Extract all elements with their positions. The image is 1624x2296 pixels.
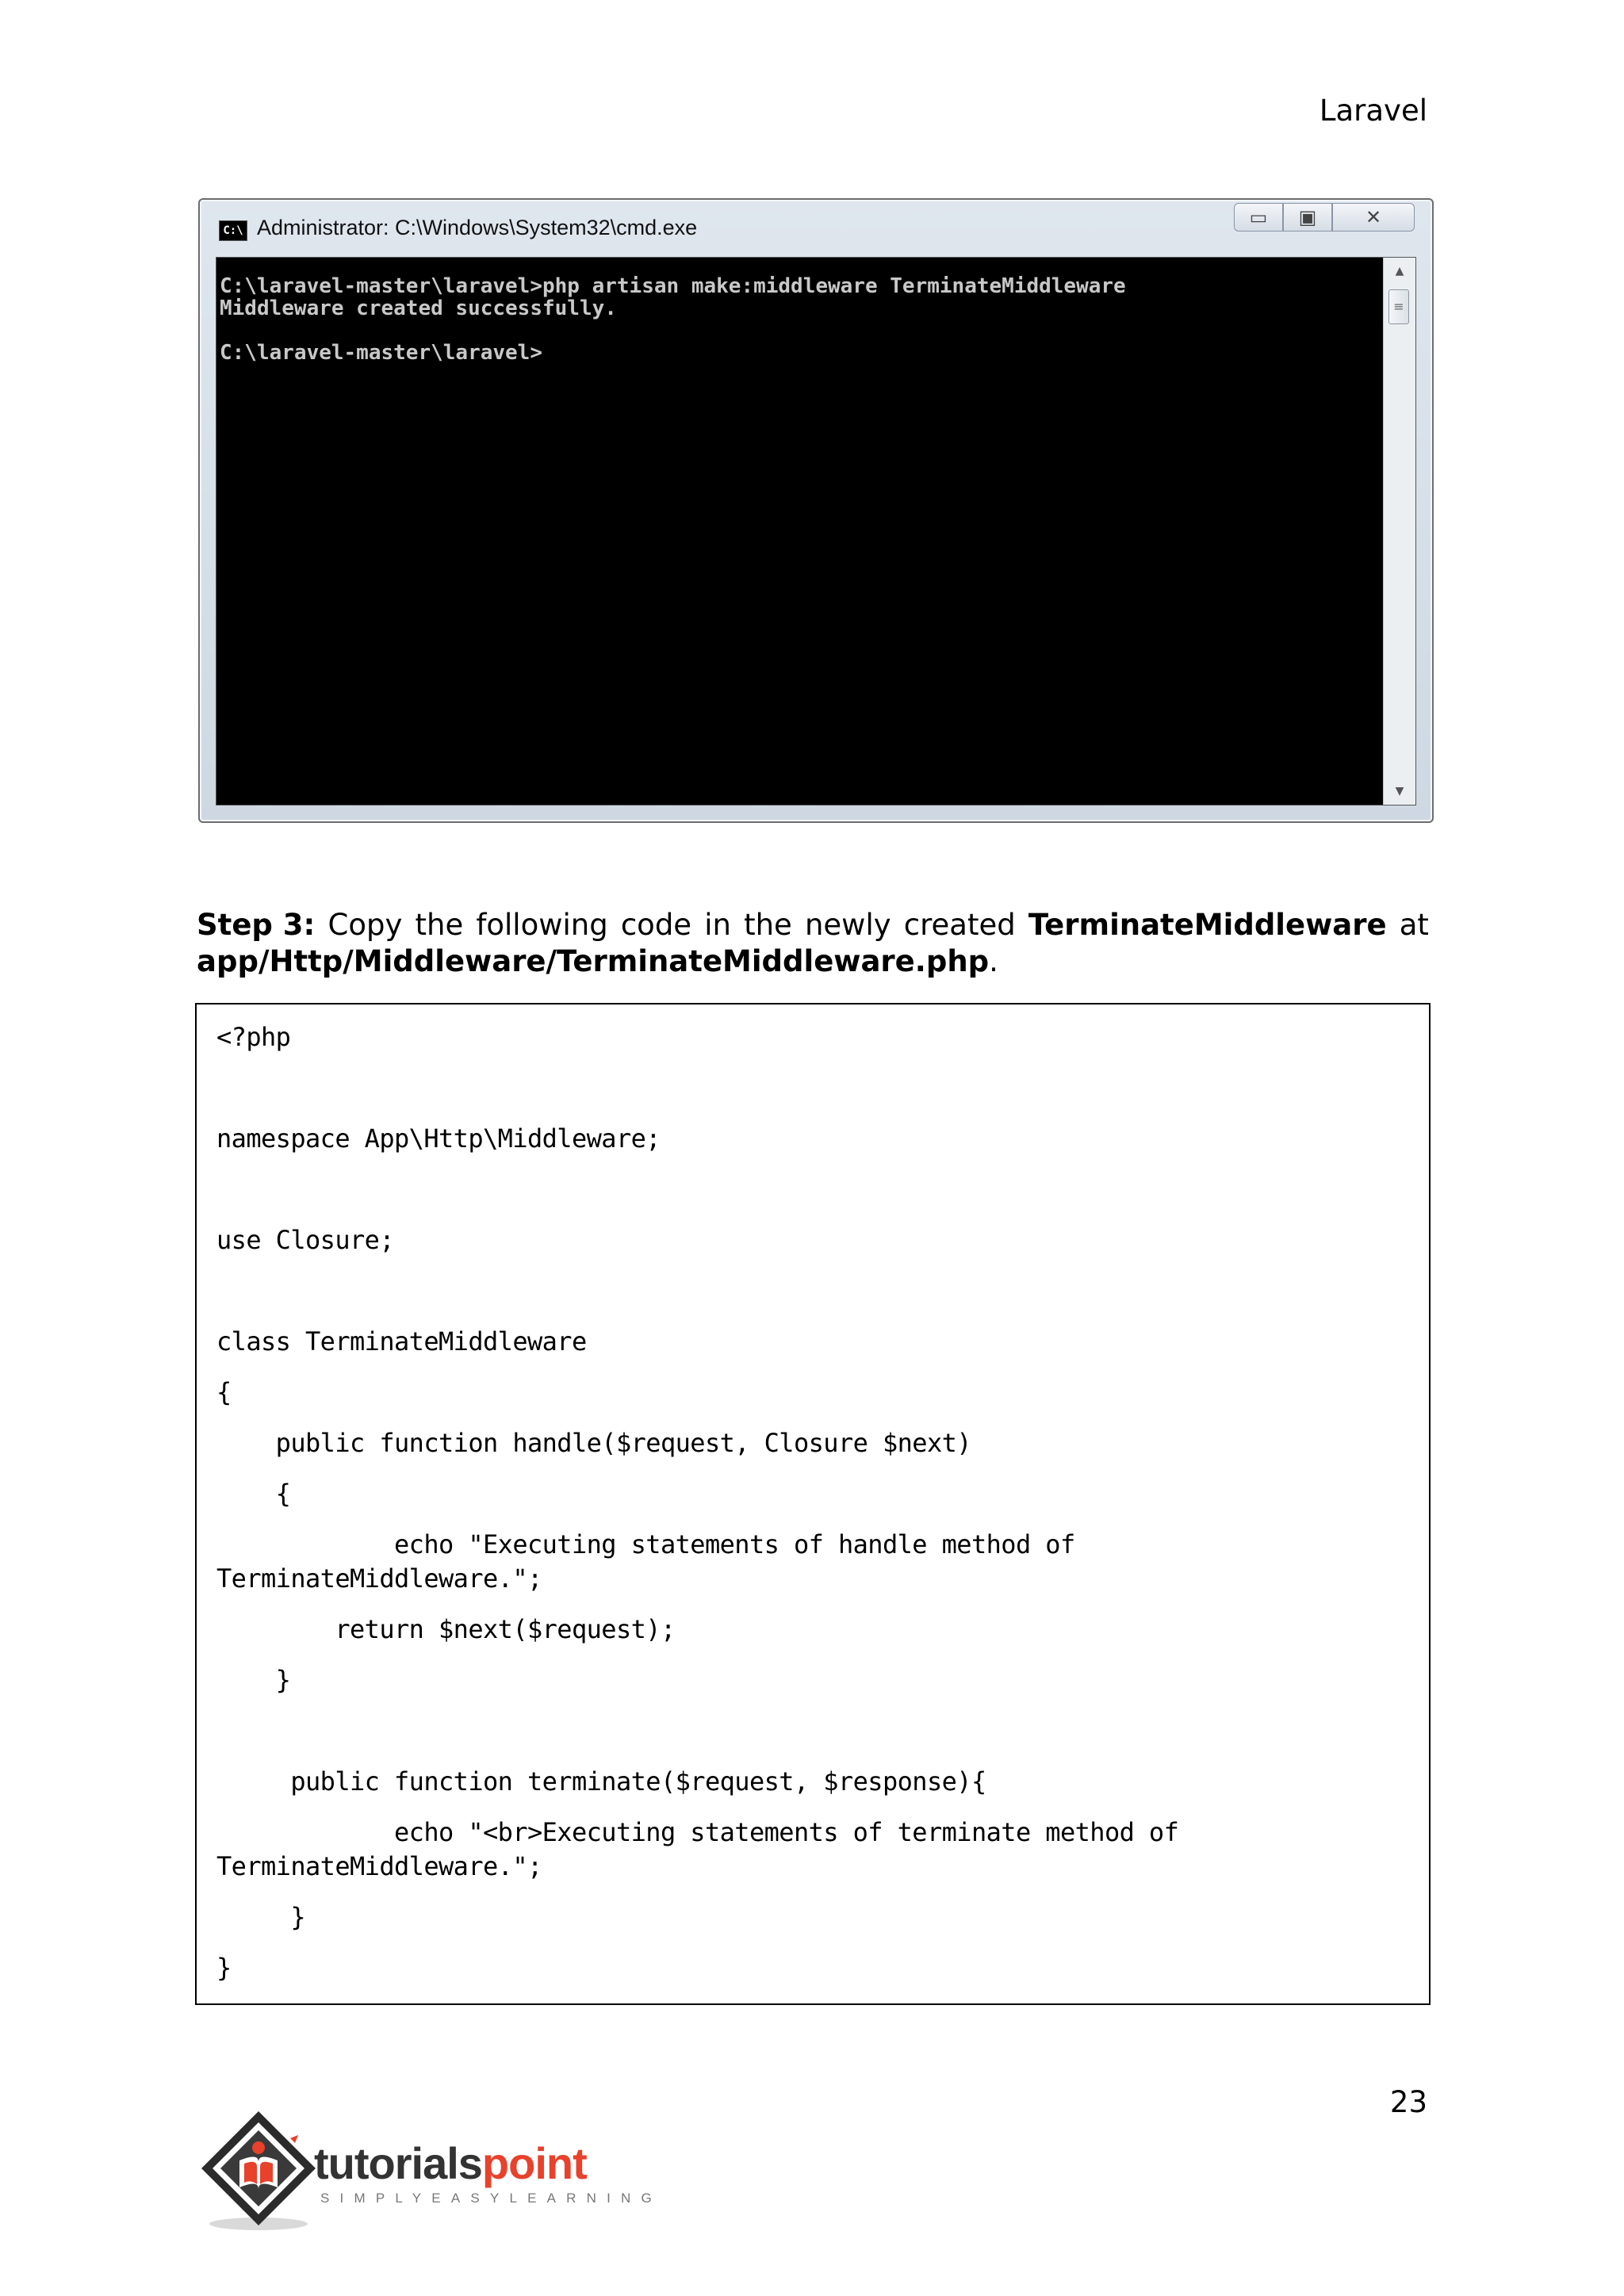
code-line: public function terminate($request, $response){ (216, 1766, 986, 1797)
step-file-path: app/Http/Middleware/TerminateMiddleware.php (197, 944, 990, 978)
logo-diamond-icon (195, 2105, 322, 2232)
scroll-down-arrow-icon[interactable]: ▼ (1395, 785, 1404, 798)
running-header: Laravel (1319, 94, 1427, 128)
code-line: } (216, 1902, 305, 1932)
step-period: . (989, 944, 998, 978)
cmd-line: C:\laravel-master\laravel>php artisan make:middleware TerminateMiddleware (220, 274, 1126, 298)
page-number: 23 (1389, 2085, 1427, 2119)
close-icon[interactable]: ✕ (1332, 203, 1415, 232)
logo-word-point: point (481, 2138, 587, 2188)
code-line: } (216, 1953, 232, 1983)
code-line: TerminateMiddleware."; (216, 1851, 542, 1881)
cmd-window-title: Administrator: C:\Windows\System32\cmd.exe (257, 216, 698, 239)
cmd-app-icon: C:\ (219, 220, 247, 241)
cmd-line: Middleware created successfully. (220, 297, 617, 320)
code-block (195, 1003, 1431, 2005)
step-paragraph (197, 907, 1429, 980)
code-line: class TerminateMiddleware (216, 1326, 587, 1357)
code-line: public function handle($request, Closure $next) (216, 1428, 971, 1458)
logo-word-tutorials: tutorials (314, 2138, 482, 2188)
step-class-name: TerminateMiddleware (1028, 908, 1387, 942)
step-word: the (415, 908, 464, 942)
code-line: echo "Executing statements of handle method of (216, 1529, 1075, 1559)
scroll-thumb[interactable]: ≡ (1388, 289, 1409, 324)
step-word: in (704, 908, 731, 942)
maximize-icon[interactable]: ▣ (1283, 203, 1332, 232)
code-line: echo "<br>Executing statements of terminate method of (216, 1817, 1179, 1847)
step-word: code (620, 908, 692, 942)
code-line: return $next($request); (216, 1614, 676, 1644)
cmd-console-area[interactable] (216, 257, 1416, 806)
cmd-titlebar (200, 200, 1432, 255)
step-word: the (744, 908, 792, 942)
cmd-output (220, 275, 1368, 364)
code-line: { (216, 1377, 232, 1407)
logo-tagline: SIMPLYEASYLEARNING (320, 2191, 662, 2206)
step-label: Step 3: (197, 908, 316, 942)
step-word: created (903, 908, 1016, 942)
minimize-icon[interactable]: ▭ (1234, 203, 1283, 232)
step-word: Copy (327, 908, 403, 942)
code-line: use Closure; (216, 1225, 394, 1255)
step-word: at (1399, 908, 1429, 942)
code-line: TerminateMiddleware."; (216, 1563, 542, 1594)
cmd-scrollbar[interactable] (1383, 258, 1415, 805)
code-line: { (216, 1479, 291, 1509)
code-line: namespace App\Http\Middleware; (216, 1123, 661, 1154)
code-line: <?php (216, 1022, 291, 1052)
scroll-up-arrow-icon[interactable]: ▲ (1395, 265, 1404, 277)
cmd-line: C:\laravel-master\laravel> (220, 341, 542, 365)
tutorialspoint-logo (195, 2105, 662, 2232)
step-word: following (476, 908, 608, 942)
step-word: newly (804, 908, 891, 942)
cmd-window-screenshot (198, 198, 1434, 823)
window-controls (1234, 203, 1415, 235)
code-line: } (216, 1665, 291, 1695)
logo-wordmark (314, 2140, 587, 2187)
